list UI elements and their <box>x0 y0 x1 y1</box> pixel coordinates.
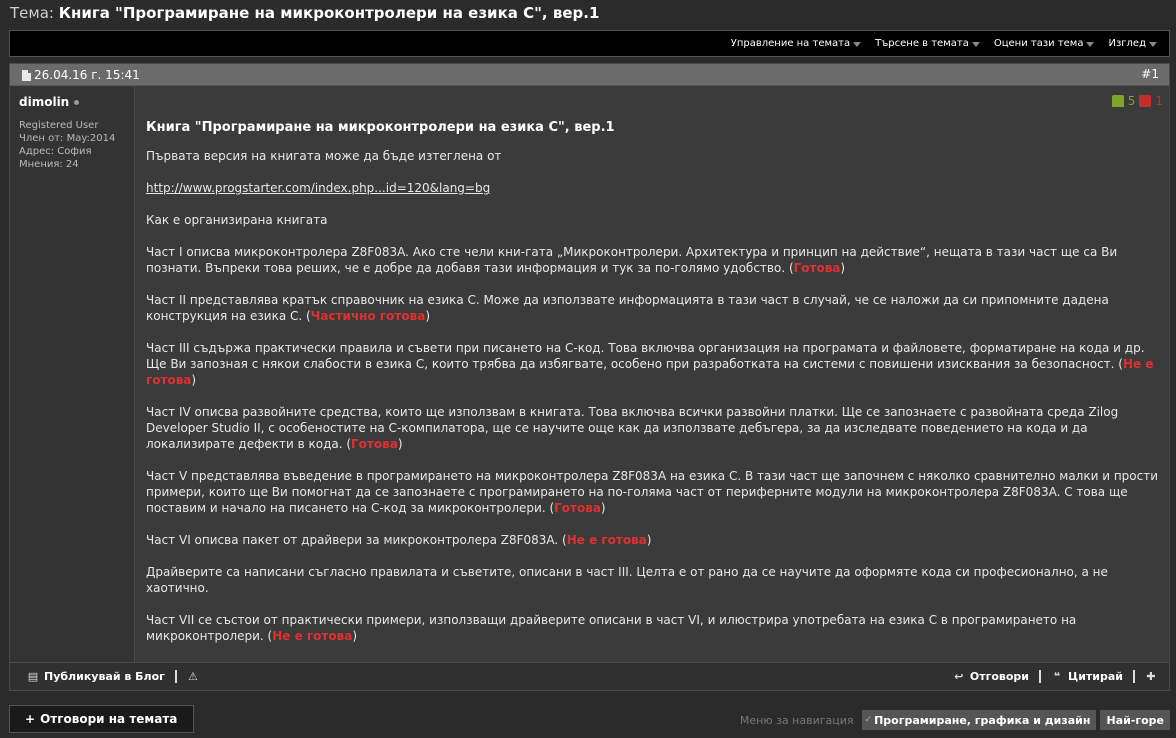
post-title: Книга "Програмиране на микроконтролери на езика С", вер.1 <box>146 120 615 135</box>
publish-to-blog-button[interactable]: ▤ Публикувай в Блог <box>27 670 165 683</box>
user-info <box>10 87 135 663</box>
thread-tools-menu[interactable]: Управление на темата <box>731 38 861 49</box>
topic-title <box>10 4 599 22</box>
post-votes <box>1112 93 1163 109</box>
post <box>9 63 1170 691</box>
quote-icon: ❝ <box>1053 670 1061 683</box>
reply-arrow-icon: ↩ <box>954 670 964 683</box>
user-meta <box>19 119 125 171</box>
user-posts: Мнения: 24 <box>19 159 79 170</box>
part-paragraph: Част III съдържа практически правила и съвети при писането на С-код. Това включва организация на програмата и файловете, форматиране на кода и др. Ще Ви запозная с някои слабости в езика С, които трябва да избягвате, особено при разработката на системи с повишени изисквания за безопасност. (Не е готова) <box>146 341 1154 387</box>
status-badge: Частично готова <box>310 309 426 323</box>
thumbs-up-icon[interactable] <box>1112 95 1124 107</box>
chevron-down-icon <box>1086 42 1094 47</box>
status-badge: Не е готова <box>566 533 647 547</box>
part-paragraph: Част VI описва пакет от драйвери за микроконтролера Z8F083A. (Не е готова) <box>146 533 652 547</box>
multi-quote-button[interactable] <box>1145 671 1157 682</box>
user-location: Адрес: София <box>19 146 92 157</box>
user-joined: Член от: May:2014 <box>19 133 116 144</box>
display-mode-menu[interactable]: Изглед <box>1108 38 1157 49</box>
status-badge: Не е готова <box>272 629 353 643</box>
divider <box>175 670 177 683</box>
document-icon <box>22 70 31 81</box>
multi-quote-icon: ✚ <box>1146 670 1156 683</box>
part-paragraph: Част V представлява въведение в програмирането на микроконтролера Z8F083A на езика С. В тази част ще започнем с няколко сравнително малки и прости примери, които ще Ви помогнат да се запознаете с програмирането на по-голяма част от периферните модули на микроконтролера Z8F083A. С това ще поставим и начало на писането на С-код за микроконтролери. (Готова) <box>146 469 1159 515</box>
chevron-down-icon <box>1149 42 1157 47</box>
plus-icon: + <box>25 712 36 726</box>
chevron-down-icon <box>853 42 861 47</box>
status-badge: Готова <box>793 261 841 275</box>
check-icon: ✓ <box>864 715 873 725</box>
chevron-down-icon <box>972 42 980 47</box>
status-badge: Не е готова <box>146 357 1154 387</box>
nav-label: Меню за навигация <box>739 713 854 727</box>
vote-up-count: 5 <box>1127 94 1136 108</box>
part-paragraph: Драйверите са написани съгласно правилата и съветите, описани в част III. Целта е от рано да се научите да оформяте кода си професионално, а не хаотично. <box>146 565 1108 595</box>
offline-status-icon <box>74 100 79 105</box>
blog-icon: ▤ <box>27 670 39 683</box>
search-thread-menu[interactable]: Търсене в темата <box>875 38 980 49</box>
reply-button[interactable]: ↩ Отговори <box>954 670 1029 683</box>
user-role: Registered User <box>19 120 99 131</box>
post-footer <box>10 662 1169 690</box>
status-badge: Готова <box>351 437 398 451</box>
post-permalink[interactable]: #1 <box>1141 67 1159 81</box>
warning-icon: ⚠ <box>187 670 198 683</box>
divider <box>1039 670 1041 683</box>
topic-label: Тема: <box>10 4 54 22</box>
part-paragraph: Част I описва микроконтролера Z8F083A. Ако сте чели кни-гата „Микроконтролери. Архитектура и принцип на действие“, нещата в тази част ще са Ви познати. Въпреки това реших, че е добре да добавя тази информация и тук за по-голямо удобство. (Готова) <box>146 245 1118 275</box>
rate-thread-menu[interactable]: Оцени тази тема <box>994 38 1095 49</box>
username-link[interactable]: dimolin <box>19 95 125 109</box>
post-date: 26.04.16 г. 15:41 <box>22 68 140 82</box>
post-content <box>136 87 1169 663</box>
thread-toolbar <box>9 30 1170 57</box>
report-button[interactable] <box>187 671 199 682</box>
post-header <box>10 64 1169 86</box>
reply-to-thread-button[interactable]: + Отговори на темата <box>9 705 194 733</box>
topic-name: Книга "Програмиране на микроконтролери на езика С", вер.1 <box>58 4 600 22</box>
forum-jump-select[interactable]: ✓ Програмиране, графика и дизайн <box>862 710 1097 730</box>
vote-down-count: 1 <box>1155 94 1163 108</box>
status-badge: Готова <box>554 501 601 515</box>
quote-button[interactable]: ❝ Цитирай <box>1051 670 1123 683</box>
divider <box>1133 670 1135 683</box>
go-to-top-button[interactable]: Най-горе <box>1100 710 1170 730</box>
part-paragraph: Част II представлява кратък справочник на езика С. Може да използвате информацията в тази част в случай, че се наложи да си припомните дадена конструкция на езика С. (Частично готова) <box>146 293 1109 323</box>
part-paragraph: Част IV описва развойните средства, които ще използвам в книгата. Това включва всички развойни платки. Ще се запознаете с развойната среда Zilog Developer Studio II, с особеностите на С-компилатора, ще се научите още как да използвате дебъгера, за да изследвате поведението на кода и да локализирате дефекти в кода. (Готова) <box>146 405 1119 451</box>
part-paragraph: Част VII се състои от практически примери, използващи драйверите описани в част VI, и илюстрира употребата на езика С в програмирането на микроконтролери. (Не е готова) <box>146 613 1077 643</box>
organization-heading: Как е организирана книгата <box>146 213 328 227</box>
thumbs-down-icon[interactable] <box>1139 95 1151 107</box>
bottom-navigation <box>740 710 1170 730</box>
download-link[interactable]: http://www.progstarter.com/index.php...id=120&lang=bg <box>146 181 491 195</box>
intro-text: Първата версия на книгата може да бъде изтеглена от <box>146 149 502 163</box>
